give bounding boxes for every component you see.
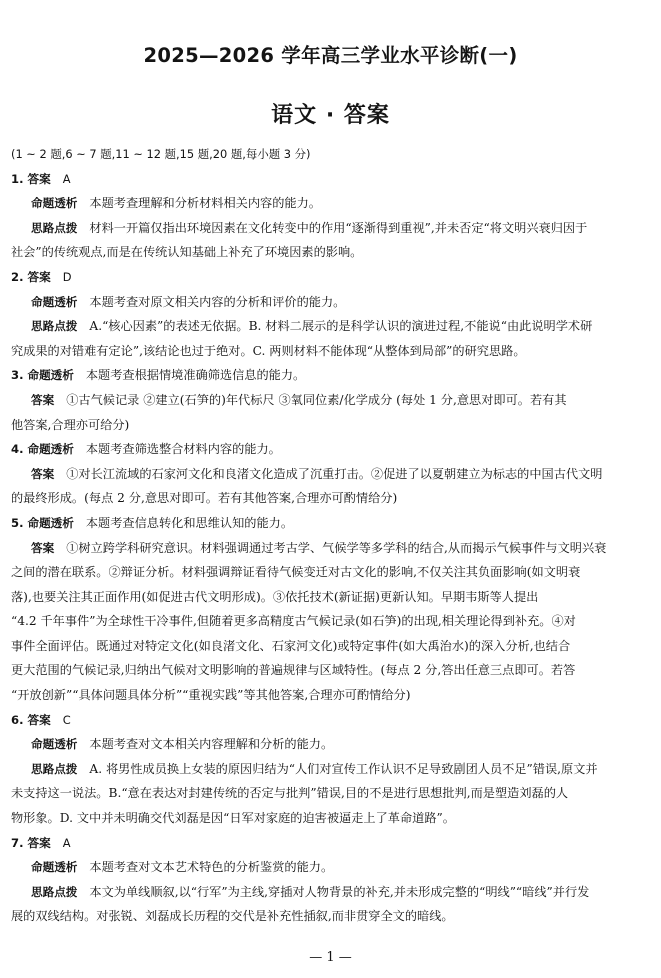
q3-answer-row	[11, 393, 651, 408]
q7-hint-text-2: 展的双线结构。对张锐、刘磊成长历程的交代是补充性插叙,而非贯穿全文的暗线。	[11, 909, 454, 924]
q1-hint-row	[11, 221, 651, 236]
q1-hint-text-2: 社会”的传统观点,而是在传统认知基础上补充了环境因素的影响。	[11, 245, 363, 260]
q7-number: 7.	[11, 835, 24, 850]
q4-answer-row	[11, 467, 651, 482]
q6-hint-text-1: A. 将男性成员换上女装的原因归结为“人们对宣传工作认识不足导致剧团人员不足”错误,原文并	[89, 761, 598, 776]
q2-answer-value: D	[62, 269, 72, 284]
q1-hint-label: 思路点拨	[31, 220, 78, 235]
q2-number: 2.	[11, 269, 24, 284]
q6-hint-row	[11, 762, 651, 777]
q7-intent-label: 命题透析	[31, 860, 78, 875]
q7-hint-label: 思路点拨	[31, 884, 78, 899]
q6-number: 6.	[11, 712, 24, 727]
q7-intent-row	[11, 860, 651, 875]
q3-intent-text: 本题考查根据情境准确筛选信息的能力。	[85, 368, 306, 383]
q3-number: 3.	[11, 368, 24, 383]
q6-intent-label: 命题透析	[31, 737, 78, 752]
q2-answer-row	[11, 270, 651, 285]
q6-hint-label: 思路点拨	[31, 761, 78, 776]
answer-body	[11, 147, 651, 934]
q7-answer-label: 答案	[27, 835, 51, 850]
q7-answer-value: A	[62, 835, 71, 850]
q7-hint-text-1: 本文为单线顺叙,以“行军”为主线,穿插对人物背景的补充,并未形成完整的“明线”“暗线”并行发	[89, 884, 590, 899]
q1-answer-label: 答案	[27, 171, 51, 186]
q6-hint-text-2: 未支持这一说法。B.“意在表达对封建传统的否定与批判”错误,目的不是进行思想批判,而是塑造刘磊的人	[11, 786, 569, 801]
q2-answer-label: 答案	[27, 269, 51, 284]
q4-number: 4.	[11, 442, 24, 457]
q4-intent-row	[11, 442, 651, 457]
q6-hint-text-3: 物形象。D. 文中并未明确交代刘磊是因“日军对家庭的迫害被逼走上了革命道路”。	[11, 811, 455, 826]
q1-hint-text-1: 材料一开篇仅指出环境因素在文化转变中的作用“逐渐得到重视”,并未否定“将文明兴衰归因于	[89, 220, 588, 235]
q5-answer-row	[11, 541, 651, 556]
q3-answer-label: 答案	[31, 392, 55, 407]
q5-intent-text: 本题考查信息转化和思维认知的能力。	[85, 515, 294, 530]
q5-answer-text-5: 事件全面评估。既通过对特定文化(如良渚文化、石家河文化)或特定事件(如大禹治水)的深入分析,也结合	[11, 638, 571, 653]
q1-intent-text: 本题考查理解和分析材料相关内容的能力。	[89, 196, 321, 211]
q4-intent-text: 本题考查筛选整合材料内容的能力。	[85, 442, 281, 457]
q3-intent-row	[11, 368, 651, 383]
q5-intent-label: 命题透析	[27, 515, 74, 530]
q6-answer-label: 答案	[27, 712, 51, 727]
q4-answer-label: 答案	[31, 466, 55, 481]
q2-hint-label: 思路点拨	[31, 319, 78, 334]
q5-answer-text-7: “开放创新”“具体问题具体分析”“重视实践”等其他答案,合理亦可酌情给分)	[11, 688, 411, 703]
q6-answer-value: C	[62, 712, 71, 727]
page-title: 2025—2026 学年高三学业水平诊断(一)	[143, 44, 518, 67]
q3-answer-text-2: 他答案,合理亦可给分)	[11, 417, 130, 432]
q5-answer-text-4: “4.2 千年事件”为全球性干冷事件,但随着更多高精度古气候记录(如石笋)的出现,相关理论得到补充。④对	[11, 614, 576, 629]
page-number: — 1 —	[309, 950, 352, 965]
q5-answer-text-3: 落),也要关注其正面作用(如促进古代文明形成)。③依托技术(新证据)更新认知。早期韦斯等人提出	[11, 589, 539, 604]
q4-answer-text-2: 的最终形成。(每点 2 分,意思对即可。若有其他答案,合理亦可酌情给分)	[11, 491, 398, 506]
q1-answer-value: A	[62, 171, 71, 186]
page-subtitle: 语文 · 答案	[271, 103, 390, 128]
q7-hint-row	[11, 885, 651, 900]
q4-answer-text-1: ①对长江流域的石家河文化和良渚文化造成了沉重打击。②促进了以夏朝建立为标志的中国古代文明	[66, 466, 603, 481]
q6-answer-row	[11, 713, 651, 728]
q2-intent-text: 本题考查对原文相关内容的分析和评价的能力。	[89, 294, 346, 309]
q1-number: 1.	[11, 171, 24, 186]
q2-hint-text-2: 究成果的对错难有定论”,该结论也过于绝对。C. 两则材料不能体现“从整体到局部”的研究思路。	[11, 343, 526, 358]
q5-intent-row	[11, 516, 651, 531]
q2-intent-label: 命题透析	[31, 294, 78, 309]
q1-intent-label: 命题透析	[31, 196, 78, 211]
q5-answer-text-1: ①树立跨学科研究意识。材料强调通过考古学、气候学等多学科的结合,从而揭示气候事件与文明兴衰	[66, 540, 607, 555]
q5-number: 5.	[11, 515, 24, 530]
q1-answer-row	[11, 172, 651, 187]
q7-intent-text: 本题考查对文本艺术特色的分析鉴赏的能力。	[89, 860, 334, 875]
q6-intent-text: 本题考查对文本相关内容理解和分析的能力。	[89, 737, 334, 752]
q2-hint-text-1: A.“核心因素”的表述无依据。B. 材料二展示的是科学认识的演进过程,不能说“由此说明学术研	[89, 319, 593, 334]
q1-intent-row	[11, 196, 651, 211]
q4-intent-label: 命题透析	[27, 442, 74, 457]
q5-answer-text-2: 之间的潜在联系。②辩证分析。材料强调辩证看待气候变迁对古文化的影响,不仅关注其负面影响(如文明衰	[11, 565, 581, 580]
q3-answer-text-1: ①古气候记录 ②建立(石笋的)年代标尺 ③氧同位素/化学成分 (每处 1 分,意思对即可。若有其	[66, 392, 567, 407]
q3-intent-label: 命题透析	[27, 368, 74, 383]
q2-intent-row	[11, 295, 651, 310]
q5-answer-text-6: 更大范围的气候记录,归纳出气候对文明影响的普遍规律与区域特性。(每点 2 分,答出任意三点即可。若答	[11, 663, 576, 678]
q6-intent-row	[11, 737, 651, 752]
q5-answer-label: 答案	[31, 540, 55, 555]
scoring-note: (1 ~ 2 题,6 ~ 7 题,11 ~ 12 题,15 题,20 题,每小题 3 分)	[11, 147, 311, 161]
q2-hint-row	[11, 319, 651, 334]
q7-answer-row	[11, 836, 651, 851]
